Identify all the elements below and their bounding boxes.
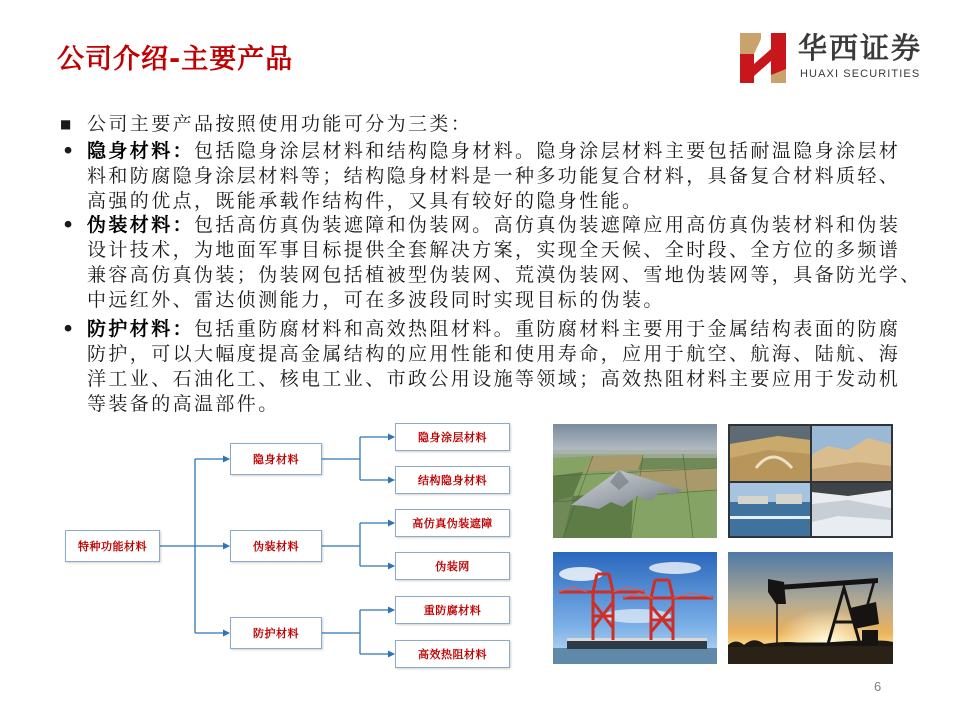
- bullet-line-text: 包括隐身涂层材料和结构隐身材料。隐身涂层材料主要包括耐温隐身涂层材: [194, 140, 901, 162]
- bullet-line: 等装备的高温部件。: [87, 393, 280, 415]
- ship-hull: [567, 640, 707, 649]
- stealth-bomber-photo: [553, 424, 717, 538]
- diagram-node-stealth: 隐身材料: [230, 443, 322, 475]
- connector-stealth-trunk: [322, 437, 360, 480]
- bullet-camouflage-materials: [60, 213, 940, 313]
- bullet-line: 料和防腐隐身涂层材料等；结构隐身材料是一种多功能复合材料，具备复合材料质轻、: [87, 165, 901, 187]
- logo-diagonal-bar: [754, 49, 771, 76]
- bullet-dot-icon: •: [62, 318, 77, 340]
- bullet-label: 隐身材料：: [87, 140, 195, 162]
- motor-box: [862, 630, 878, 643]
- camouflage-collage-illustration: [728, 424, 893, 538]
- logo-mark-svg: [740, 33, 786, 83]
- diagram-leaf-node: 伪装网: [395, 552, 510, 580]
- port-gantry-cranes-photo: [553, 552, 717, 664]
- diagram-leaf-node: 重防腐材料: [395, 596, 510, 624]
- bullet-label: 伪装材料：: [87, 214, 195, 236]
- bullet-line: 防护，可以大幅度提高金属结构的应用性能和使用寿命，应用于航空、航海、陆航、海: [87, 343, 901, 365]
- bullet-line: 高强的优点，既能承载作结构件，又具有较好的隐身性能。: [87, 190, 644, 212]
- bullet-line: [60, 213, 940, 238]
- harbor-water: [553, 648, 717, 664]
- bullet-line: 设计技术，为地面军事目标提供全套解决方案，实现全天候、全时段、全方位的多频谱: [87, 239, 901, 261]
- bullet-line: [60, 139, 940, 164]
- diagram-node-protective: 防护材料: [230, 617, 322, 649]
- bullet-line: 中远红外、雷达侦测能力，可在多波段同时实现目标的伪装。: [87, 289, 665, 311]
- ship-deck: [567, 638, 707, 641]
- bullet-line-text: 包括重防腐材料和高效热阻材料。重防腐材料主要用于金属结构表面的防腐: [194, 318, 901, 340]
- port-cranes-illustration: [553, 552, 717, 664]
- pump-jack-illustration: [728, 552, 893, 664]
- intro-paragraph: [60, 112, 940, 137]
- stealth-bomber-illustration: [553, 424, 717, 538]
- logo-company-name: 华西证券: [798, 31, 923, 65]
- photo-sky: [553, 424, 717, 454]
- bullet-label: 防护材料：: [87, 318, 195, 340]
- oil-pump-jack-photo: [728, 552, 893, 664]
- bullet-stealth-materials: [60, 139, 940, 214]
- page-title: 公司介绍-主要产品: [57, 44, 294, 75]
- bullet-line: 兼容高仿真伪装；伪装网包括植被型伪装网、荒漠伪装网、雪地伪装网等，具备防光学、: [87, 264, 922, 286]
- diagram-node-camouflage: 伪装材料: [230, 530, 322, 562]
- bullet-protective-materials: [60, 317, 940, 417]
- logo-company-name-english: HUAXI SECURITIES: [800, 68, 921, 80]
- connector-root-trunk: [160, 459, 195, 633]
- camouflage-collage-photo: [728, 424, 893, 538]
- intro-text: 公司主要产品按照使用功能可分为三类：: [87, 113, 473, 135]
- diagram-leaf-node: 隐身涂层材料: [395, 423, 510, 451]
- diagram-leaf-node: 高仿真伪装遮障: [395, 509, 510, 537]
- diagram-leaf-node: 高效热阻材料: [395, 640, 510, 668]
- bullet-line-text: 包括高仿真伪装遮障和伪装网。高仿真伪装遮障应用高仿真伪装材料和伪装: [194, 214, 901, 236]
- logo-gold-corner: [740, 33, 761, 54]
- cloud: [649, 562, 701, 574]
- square-bullet-icon: ■: [60, 117, 74, 131]
- connector-camouflage-trunk: [322, 523, 360, 566]
- diagram-leaf-node: 结构隐身材料: [395, 466, 510, 494]
- bullet-line: 洋工业、石油化工、核电工业、市政公用设施等领域；高效热阻材料主要应用于发动机: [87, 368, 901, 390]
- huaxi-securities-logo-icon: [740, 33, 786, 83]
- bullet-line: [60, 317, 940, 342]
- bullet-dot-icon: •: [62, 214, 77, 236]
- page-number: 6: [874, 679, 882, 694]
- diagram-root-node: 特种功能材料: [65, 530, 160, 562]
- connector-protective-trunk: [322, 610, 360, 654]
- coast-pane-wave: [730, 516, 810, 519]
- bullet-dot-icon: •: [62, 140, 77, 162]
